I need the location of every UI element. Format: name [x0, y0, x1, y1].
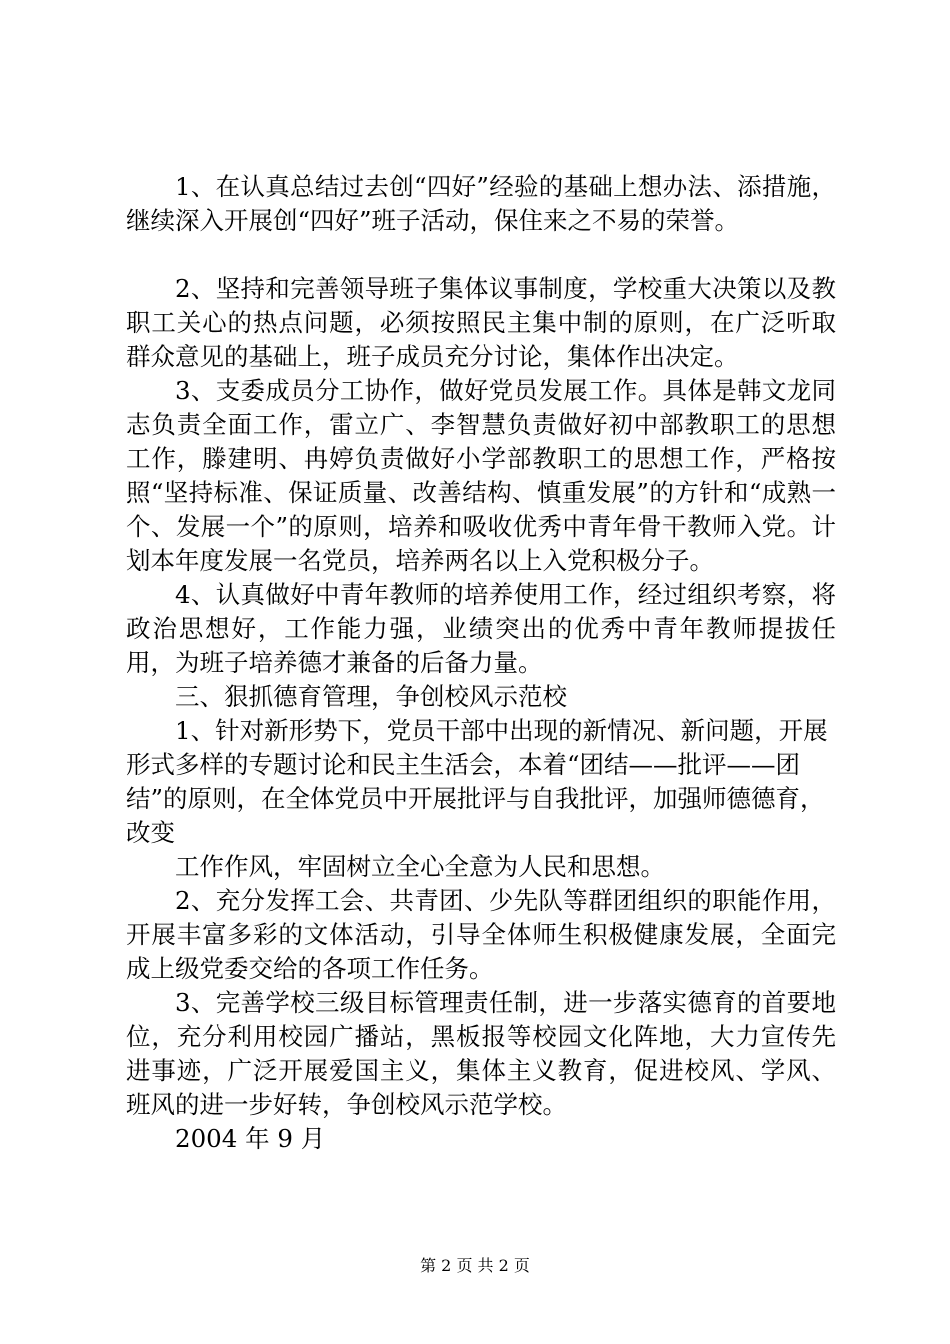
page-footer: 第 2 页 共 2 页	[420, 1256, 530, 1275]
paragraph-5: 1、针对新形势下，党员干部中出现的新情况、新问题，开展形式多样的专题讨论和民主生活会，本着“团结——批评——团结”的原则，在全体党员中开展批评与自我批评，加强师德德育，改变	[126, 716, 828, 847]
section-heading: 三、狠抓德育管理，争创校风示范校	[175, 682, 567, 711]
paragraph-2: 2、坚持和完善领导班子集体议事制度，学校重大决策以及教职工关心的热点问题，必须按照民主集中制的原则，在广泛听取群众意见的基础上，班子成员充分讨论，集体作出决定。	[126, 274, 836, 371]
paragraph-1: 1、在认真总结过去创“四好”经验的基础上想办法、添措施，继续深入开展创“四好”班子活动，保住来之不易的荣誉。	[126, 172, 836, 235]
paragraph-6: 工作作风，牢固树立全心全意为人民和思想。	[175, 852, 665, 881]
document-body	[126, 170, 836, 1156]
paragraph-7: 2、充分发挥工会、共青团、少先队等群团组织的职能作用，开展丰富多彩的文体活动，引导全体师生积极健康发展，全面完成上级党委交给的各项工作任务。	[126, 886, 836, 983]
paragraph-8: 3、完善学校三级目标管理责任制，进一步落实德育的首要地位，充分利用校园广播站，黑板报等校园文化阵地，大力宣传先进事迹，广泛开展爱国主义，集体主义教育，促进校风、学风、班风的进一步好转，争创校风示范学校。	[126, 988, 836, 1119]
document-date: 2004 年 9 月	[175, 1124, 326, 1153]
paragraph-4: 4、认真做好中青年教师的培养使用工作，经过组织考察，将政治思想好，工作能力强，业绩突出的优秀中青年教师提拔任用，为班子培养德才兼备的后备力量。	[126, 580, 836, 677]
paragraph-3: 3、支委成员分工协作，做好党员发展工作。具体是韩文龙同志负责全面工作，雷立广、李智慧负责做好初中部教职工的思想工作，滕建明、冉婷负责做好小学部教职工的思想工作，严格按照“坚持标准、保证质量、改善结构、慎重发展”的方针和“成熟一个、发展一个”的原则，培养和吸收优秀中青年骨干教师入党。计划本年度发展一名党员，培养两名以上入党积极分子。	[126, 376, 836, 575]
